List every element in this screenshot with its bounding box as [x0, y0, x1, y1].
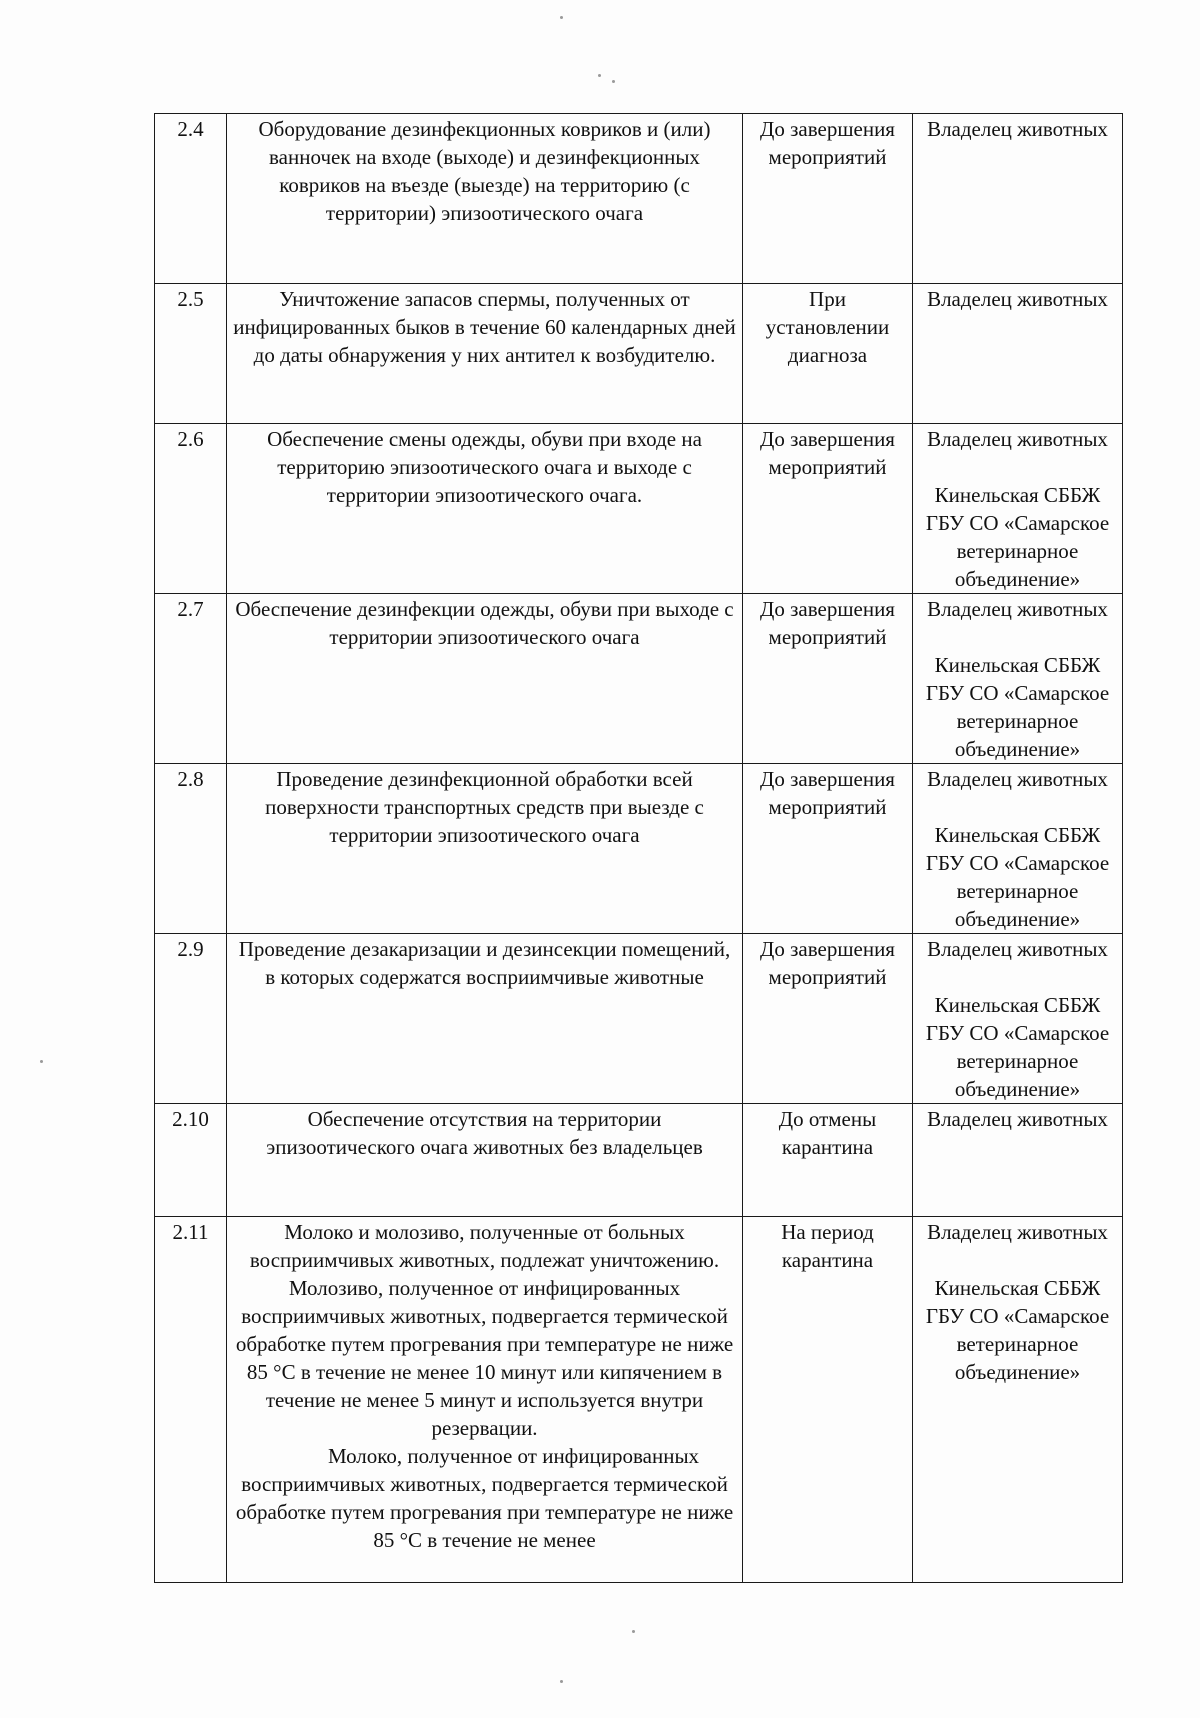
responsible-owner: Владелец животных	[927, 1107, 1108, 1131]
table-row	[155, 424, 1123, 594]
row-term: До завершения мероприятий	[743, 594, 913, 764]
responsible-vet-service: Кинельская СББЖ ГБУ СО «Самарское ветеринарное объединение»	[925, 653, 1110, 761]
row-number: 2.6	[155, 424, 227, 594]
row-term: До отмены карантина	[743, 1104, 913, 1217]
row-responsible	[913, 594, 1123, 764]
row-responsible	[913, 284, 1123, 424]
responsible-owner: Владелец животных	[927, 427, 1108, 451]
scan-speck	[40, 1060, 43, 1063]
scan-speck	[560, 1680, 563, 1683]
responsible-vet-service: Кинельская СББЖ ГБУ СО «Самарское ветеринарное объединение»	[925, 483, 1110, 591]
responsible-vet-service: Кинельская СББЖ ГБУ СО «Самарское ветеринарное объединение»	[925, 993, 1110, 1101]
row-action	[227, 1217, 743, 1583]
table-row	[155, 284, 1123, 424]
row-number: 2.8	[155, 764, 227, 934]
row-number: 2.10	[155, 1104, 227, 1217]
row-number: 2.5	[155, 284, 227, 424]
table-row	[155, 594, 1123, 764]
row-number: 2.7	[155, 594, 227, 764]
scan-speck	[560, 16, 563, 19]
table-row	[155, 1217, 1123, 1583]
row-action: Проведение дезинфекционной обработки всей поверхности транспортных средств при выезде с территории эпизоотического очага	[227, 764, 743, 934]
responsible-vet-service: Кинельская СББЖ ГБУ СО «Самарское ветеринарное объединение»	[925, 823, 1110, 931]
measures-table	[154, 113, 1123, 1583]
responsible-owner: Владелец животных	[927, 937, 1108, 961]
row-responsible	[913, 1217, 1123, 1583]
table-row	[155, 114, 1123, 284]
row-term: До завершения мероприятий	[743, 764, 913, 934]
scan-speck	[598, 74, 601, 77]
row-term: На период карантина	[743, 1217, 913, 1583]
responsible-owner: Владелец животных	[927, 767, 1108, 791]
row-responsible	[913, 114, 1123, 284]
row-number: 2.4	[155, 114, 227, 284]
row-action: Обеспечение дезинфекции одежды, обуви при выходе с территории эпизоотического очага	[227, 594, 743, 764]
row-term: До завершения мероприятий	[743, 114, 913, 284]
row-responsible	[913, 1104, 1123, 1217]
action-paragraph: Молоко, полученное от инфицированных восприимчивых животных, подвергается термической обработке путем прогревания при температуре не ниже 85 °С в течение не менее	[235, 1444, 734, 1552]
action-paragraph: Молоко и молозиво, полученные от больных восприимчивых животных, подлежат уничтожению. Молозиво, полученное от инфицированных восприимчивых животных, подвергается термической обработке путем прогревания при температуре не ниже 85 °С в течение не менее 10 минут или кипячением в течение не менее 5 минут и используется внутри резервации.	[235, 1220, 734, 1440]
row-responsible	[913, 764, 1123, 934]
row-responsible	[913, 424, 1123, 594]
responsible-owner: Владелец животных	[927, 1220, 1108, 1244]
table-row	[155, 934, 1123, 1104]
row-term: При установлении диагноза	[743, 284, 913, 424]
row-term: До завершения мероприятий	[743, 424, 913, 594]
responsible-owner: Владелец животных	[927, 597, 1108, 621]
responsible-vet-service: Кинельская СББЖ ГБУ СО «Самарское ветеринарное объединение»	[925, 1276, 1110, 1384]
responsible-owner: Владелец животных	[927, 117, 1108, 141]
row-action: Обеспечение смены одежды, обуви при входе на территорию эпизоотического очага и выходе с территории эпизоотического очага.	[227, 424, 743, 594]
row-action: Оборудование дезинфекционных ковриков и (или) ванночек на входе (выходе) и дезинфекционных ковриков на въезде (выезде) на территорию (с территории) эпизоотического очага	[227, 114, 743, 284]
row-responsible	[913, 934, 1123, 1104]
row-number: 2.9	[155, 934, 227, 1104]
scan-speck	[632, 1630, 635, 1633]
row-action: Уничтожение запасов спермы, полученных от инфицированных быков в течение 60 календарных дней до даты обнаружения у них антител к возбудителю.	[227, 284, 743, 424]
table-row	[155, 764, 1123, 934]
scan-speck	[612, 80, 615, 83]
table-row	[155, 1104, 1123, 1217]
responsible-owner: Владелец животных	[927, 287, 1108, 311]
row-number: 2.11	[155, 1217, 227, 1583]
row-action: Обеспечение отсутствия на территории эпизоотического очага животных без владельцев	[227, 1104, 743, 1217]
row-action: Проведение дезакаризации и дезинсекции помещений, в которых содержатся восприимчивые животные	[227, 934, 743, 1104]
row-term: До завершения мероприятий	[743, 934, 913, 1104]
